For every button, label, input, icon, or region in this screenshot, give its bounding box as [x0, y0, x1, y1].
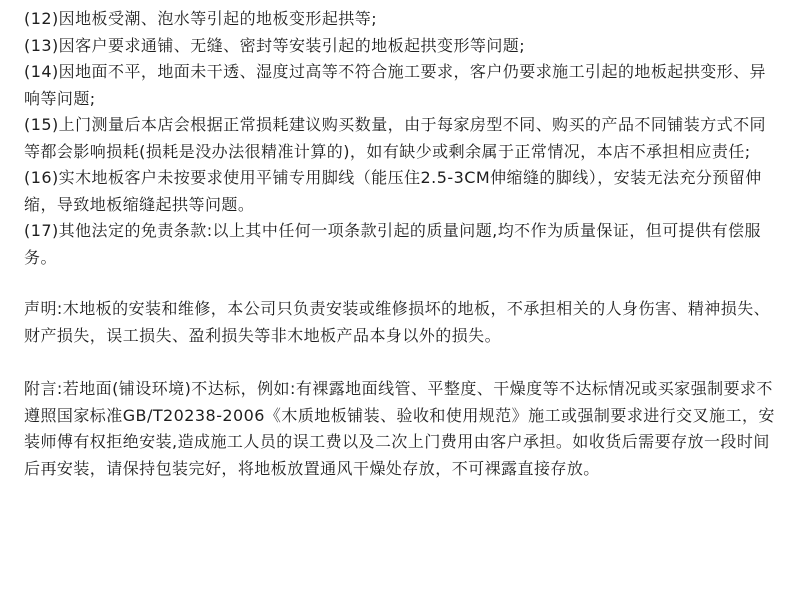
appendix-paragraph: 附言:若地面(铺设环境)不达标，例如:有裸露地面线管、平整度、干燥度等不达标情况或买家强制要求不遵照国家标准GB/T20238-2006《木质地板铺装、验收和使用规范》施工或强制要求进行交叉施工，安装师傅有权拒绝安装,造成施工人员的误工费以及二次上门费用由客户承担。如收货后需要存放一段时间后再安装，请保持包装完好，将地板放置通风干燥处存放，不可裸露直接存放。 [24, 379, 775, 478]
paragraph-spacer [24, 271, 780, 296]
clause-15: (15)上门测量后本店会根据正常损耗建议购买数量，由于每家房型不同、购买的产品不同铺装方式不同等都会影响损耗(损耗是没办法很精准计算的)，如有缺少或剩余属于正常情况，本店不承担相应责任; [24, 115, 766, 161]
clause-14: (14)因地面不平，地面未干透、湿度过高等不符合施工要求，客户仍要求施工引起的地板起拱变形、异响等问题; [24, 62, 766, 108]
statement-paragraph: 声明:木地板的安装和维修，本公司只负责安装或维修损坏的地板，不承担相关的人身伤害、精神损失、财产损失，误工损失、盈利损失等非木地板产品本身以外的损失。 [24, 299, 771, 345]
paragraph-spacer [24, 349, 780, 376]
clause-13: (13)因客户要求通铺、无缝、密封等安装引起的地板起拱变形等问题; [24, 35, 526, 55]
clause-17: (17)其他法定的免责条款:以上其中任何一项条款引起的质量问题,均不作为质量保证，但可提供有偿服务。 [24, 221, 761, 267]
clause-12: (12)因地板受潮、泡水等引起的地板变形起拱等; [24, 9, 378, 28]
clause-16: (16)实木地板客户未按要求使用平铺专用脚线（能压住2.5-3CM伸缩缝的脚线），安装无法充分预留伸缩，导致地板缩缝起拱等问题。 [24, 168, 762, 214]
